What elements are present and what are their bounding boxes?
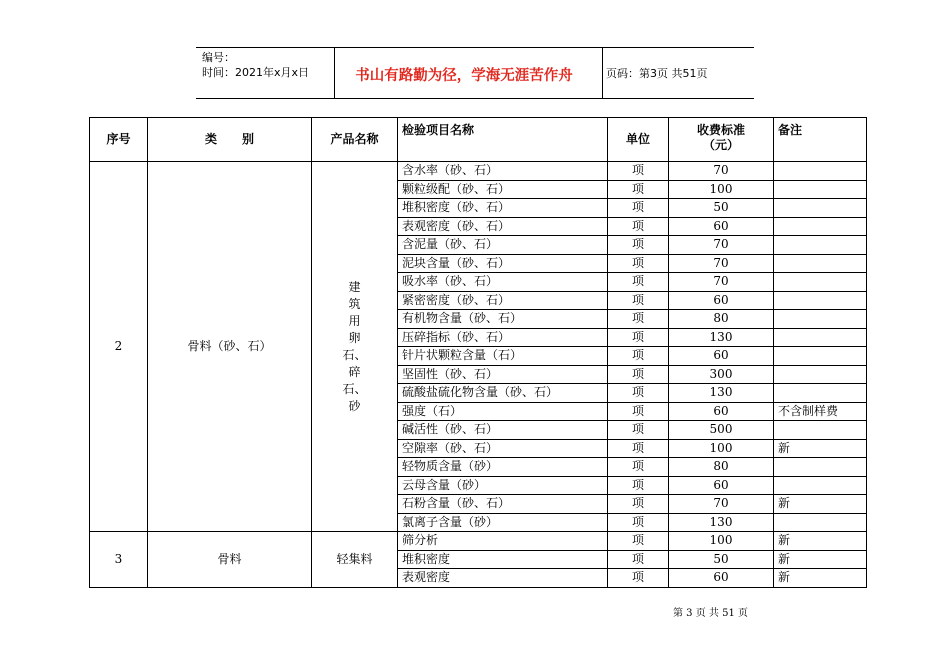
row-fee: 100 [669, 439, 774, 458]
row-note [774, 347, 867, 366]
row-note [774, 236, 867, 255]
row-fee: 80 [669, 458, 774, 477]
row-unit: 项 [608, 384, 669, 403]
row-product: 轻集料 [312, 532, 398, 588]
row-unit: 项 [608, 365, 669, 384]
row-fee: 50 [669, 550, 774, 569]
row-item: 堆积密度 [398, 550, 608, 569]
row-fee: 500 [669, 421, 774, 440]
row-product [312, 162, 398, 532]
row-note [774, 254, 867, 273]
header-page-label: 页码：第3页 共51页 [606, 67, 708, 80]
row-unit: 项 [608, 421, 669, 440]
row-unit: 项 [608, 347, 669, 366]
row-fee: 130 [669, 513, 774, 532]
row-fee: 300 [669, 365, 774, 384]
row-note [774, 310, 867, 329]
row-fee: 60 [669, 569, 774, 588]
row-unit: 项 [608, 254, 669, 273]
row-unit: 项 [608, 439, 669, 458]
row-unit: 项 [608, 458, 669, 477]
row-fee: 60 [669, 476, 774, 495]
row-item: 含泥量（砂、石） [398, 236, 608, 255]
row-unit: 项 [608, 310, 669, 329]
row-no: 2 [90, 162, 148, 532]
fee-table [89, 117, 867, 588]
table-header-row [90, 118, 867, 162]
row-item: 泥块含量（砂、石） [398, 254, 608, 273]
product-char: 砂 [348, 398, 361, 413]
row-unit: 项 [608, 162, 669, 181]
row-note [774, 217, 867, 236]
product-char: 筑 [348, 296, 361, 311]
row-item: 硫酸盐硫化物含量（砂、石） [398, 384, 608, 403]
row-note [774, 384, 867, 403]
col-header-no: 序号 [90, 118, 148, 162]
product-char: 碎 [348, 364, 361, 379]
row-item: 筛分析 [398, 532, 608, 551]
row-item: 石粉含量（砂、石） [398, 495, 608, 514]
row-item: 表观密度（砂、石） [398, 217, 608, 236]
row-note [774, 365, 867, 384]
col-header-product: 产品名称 [312, 118, 398, 162]
row-item: 堆积密度（砂、石） [398, 199, 608, 218]
row-item: 碱活性（砂、石） [398, 421, 608, 440]
col-header-unit: 单位 [608, 118, 669, 162]
row-note [774, 291, 867, 310]
col-header-item: 检验项目名称 [398, 118, 608, 162]
row-note [774, 180, 867, 199]
product-char: 石、 [342, 381, 367, 396]
row-unit: 项 [608, 513, 669, 532]
row-unit: 项 [608, 569, 669, 588]
row-item: 有机物含量（砂、石） [398, 310, 608, 329]
row-note [774, 199, 867, 218]
col-header-category: 类 别 [148, 118, 312, 162]
page-footer: 第 3 页 共 51 页 [673, 608, 748, 619]
row-item: 强度（石） [398, 402, 608, 421]
row-fee: 60 [669, 402, 774, 421]
row-note: 新 [774, 569, 867, 588]
row-category: 骨料 [148, 532, 312, 588]
row-item: 表观密度 [398, 569, 608, 588]
row-item: 压碎指标（砂、石） [398, 328, 608, 347]
table-row [90, 532, 867, 551]
row-note: 不含制样费 [774, 402, 867, 421]
header-divider [602, 48, 603, 98]
row-item: 云母含量（砂） [398, 476, 608, 495]
row-unit: 项 [608, 180, 669, 199]
product-char: 用 [348, 313, 361, 328]
time-label: 时间：2021年x月x日 [202, 66, 310, 79]
row-unit: 项 [608, 532, 669, 551]
row-note [774, 328, 867, 347]
row-no: 3 [90, 532, 148, 588]
row-fee: 60 [669, 291, 774, 310]
table-row [90, 162, 867, 181]
row-item: 空隙率（砂、石） [398, 439, 608, 458]
row-note [774, 476, 867, 495]
row-note [774, 273, 867, 292]
row-item: 轻物质含量（砂） [398, 458, 608, 477]
row-fee: 50 [669, 199, 774, 218]
row-fee: 70 [669, 236, 774, 255]
row-fee: 60 [669, 217, 774, 236]
row-item: 颗粒级配（砂、石） [398, 180, 608, 199]
document-header [196, 47, 754, 99]
row-note: 新 [774, 532, 867, 551]
row-item: 坚固性（砂、石） [398, 365, 608, 384]
row-fee: 100 [669, 532, 774, 551]
col-header-fee: 收费标准 （元） [669, 118, 774, 162]
row-note [774, 458, 867, 477]
row-item: 吸水率（砂、石） [398, 273, 608, 292]
row-unit: 项 [608, 273, 669, 292]
product-char: 建 [348, 279, 361, 294]
row-unit: 项 [608, 495, 669, 514]
row-unit: 项 [608, 476, 669, 495]
row-unit: 项 [608, 217, 669, 236]
row-unit: 项 [608, 550, 669, 569]
row-unit: 项 [608, 328, 669, 347]
number-label: 编号： [202, 51, 235, 64]
row-fee: 70 [669, 162, 774, 181]
row-note [774, 421, 867, 440]
row-unit: 项 [608, 199, 669, 218]
row-category: 骨料（砂、石） [148, 162, 312, 532]
row-note: 新 [774, 550, 867, 569]
row-fee: 70 [669, 254, 774, 273]
row-note [774, 162, 867, 181]
row-item: 含水率（砂、石） [398, 162, 608, 181]
row-fee: 130 [669, 384, 774, 403]
row-fee: 70 [669, 495, 774, 514]
row-fee: 80 [669, 310, 774, 329]
header-motto: 书山有路勤为径，学海无涯苦作舟 [355, 68, 573, 84]
row-fee: 60 [669, 347, 774, 366]
row-item: 氯离子含量（砂） [398, 513, 608, 532]
product-char: 卵 [348, 330, 361, 345]
product-char: 石、 [342, 347, 367, 362]
row-item: 紧密密度（砂、石） [398, 291, 608, 310]
row-fee: 70 [669, 273, 774, 292]
row-item: 针片状颗粒含量（石） [398, 347, 608, 366]
header-meta [202, 50, 309, 80]
row-note: 新 [774, 439, 867, 458]
col-header-note: 备注 [774, 118, 867, 162]
row-unit: 项 [608, 236, 669, 255]
row-note [774, 513, 867, 532]
row-unit: 项 [608, 291, 669, 310]
row-unit: 项 [608, 402, 669, 421]
row-fee: 130 [669, 328, 774, 347]
row-note: 新 [774, 495, 867, 514]
row-fee: 100 [669, 180, 774, 199]
